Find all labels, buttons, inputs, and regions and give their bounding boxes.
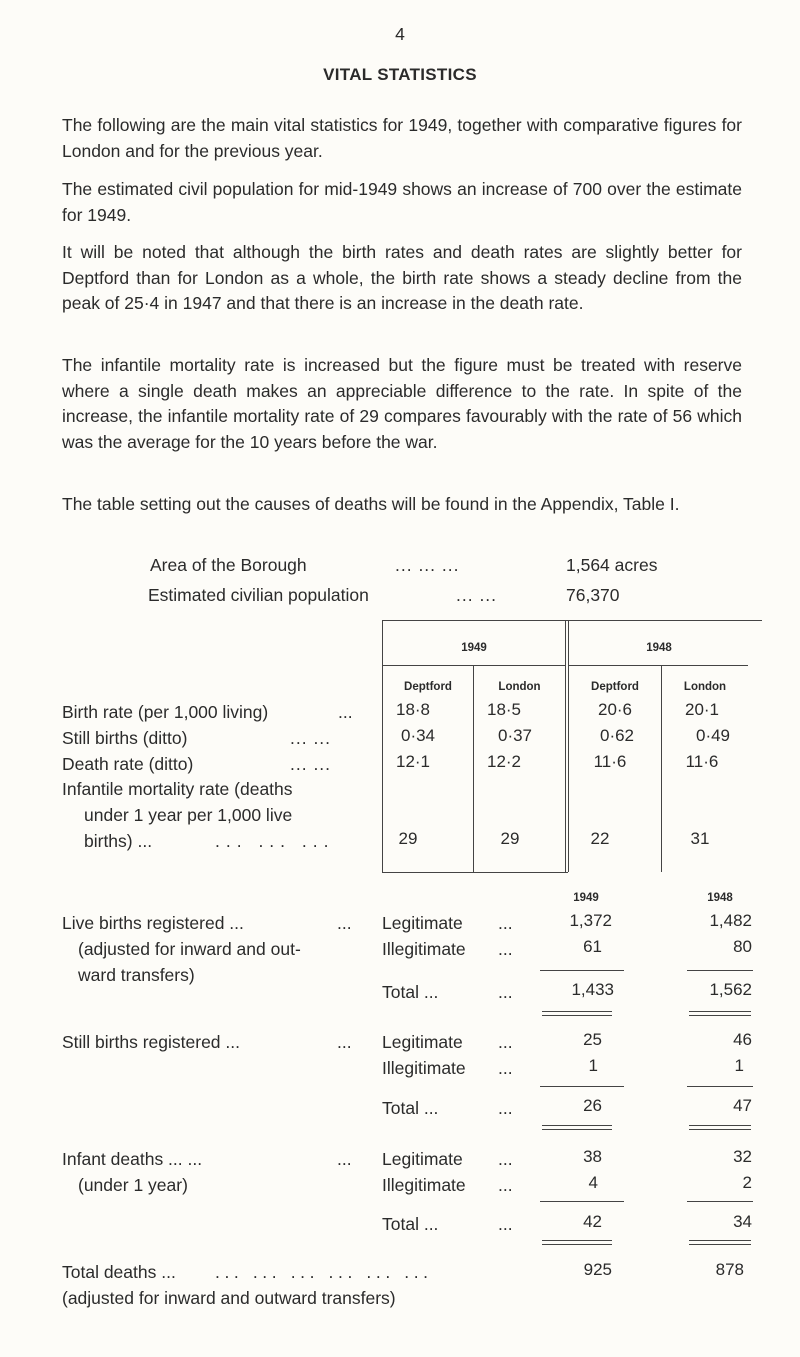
rates-row-dots: ... ...: [290, 754, 332, 774]
rates-cell: 29: [398, 829, 418, 848]
value-1949: 38: [583, 1147, 602, 1166]
rates-table-col-rule-3: [661, 665, 662, 872]
paragraph-5: The table setting out the causes of deaths will be found in the Appendix, Table I.: [62, 494, 680, 514]
row-dots: ...: [498, 1058, 513, 1078]
row-dots: ...: [498, 1214, 513, 1234]
total-double-rule-1948: [689, 1125, 751, 1130]
row-dots: ...: [498, 1149, 513, 1169]
total-deaths-1948: 878: [715, 1260, 744, 1279]
group-dots: ...: [337, 1032, 352, 1052]
row-label-total: Total ...: [382, 1098, 439, 1118]
rates-row-dots: ... ... ...: [215, 831, 335, 851]
rates-cell: 22: [590, 829, 610, 848]
rates-col-deptford-1949: Deptford: [404, 681, 452, 693]
rates-row-dots: ...: [338, 702, 353, 722]
row-dots: ...: [498, 1098, 513, 1118]
row-label-legitimate: Legitimate: [382, 1149, 463, 1169]
rates-cell: 0·37: [497, 726, 533, 745]
value-1949: 1,372: [569, 911, 612, 930]
row-dots: ...: [498, 913, 513, 933]
total-double-rule-1949: [542, 1125, 612, 1130]
total-deaths-1949: 925: [583, 1260, 612, 1279]
rates-cell: 20·1: [684, 700, 720, 719]
total-deaths-dots: ... ... ... ... ... ...: [215, 1262, 433, 1282]
population-value: 76,370: [566, 585, 620, 605]
subtotal-rule-1949: [540, 1201, 624, 1202]
subtotal-rule-1949: [540, 970, 624, 971]
row-label-total: Total ...: [382, 982, 439, 1002]
rates-table-bottom-rule: [382, 872, 568, 873]
row-label-legitimate: Legitimate: [382, 1032, 463, 1052]
population-dots: ... ...: [456, 585, 498, 605]
subtotal-rule-1948: [687, 1086, 753, 1087]
rates-cell: 11·6: [593, 752, 627, 771]
area-value: 1,564 acres: [566, 555, 658, 575]
total-1949: 42: [583, 1212, 602, 1231]
total-double-rule-1949: [542, 1240, 612, 1245]
row-label-illegitimate: Illegitimate: [382, 939, 466, 959]
rates-year-1948: 1948: [646, 642, 672, 654]
total-1948: 34: [733, 1212, 752, 1231]
rates-table-subheader-rule-2: [568, 665, 748, 666]
rates-row-label: Still births (ditto): [62, 728, 188, 748]
rates-row-label: Birth rate (per 1,000 living): [62, 702, 269, 722]
rates-cell: 11·6: [685, 752, 719, 771]
total-double-rule-1948: [689, 1240, 751, 1245]
total-1949: 1,433: [571, 980, 614, 999]
paragraph-1: The following are the main vital statistics for 1949, together with comparative figures for London and for the previous year.: [62, 115, 742, 161]
total-deaths-label: Total deaths ...: [62, 1262, 176, 1282]
rates-cell: 31: [690, 829, 710, 848]
area-dots: ... ... ...: [395, 555, 460, 575]
group-dots: ...: [337, 913, 352, 933]
rates-row-dots: ... ...: [290, 728, 332, 748]
population-label: Estimated civilian population: [148, 585, 369, 605]
rates-cell: 12·1: [395, 752, 431, 771]
group-dots: ...: [337, 1149, 352, 1169]
subtotal-rule-1949: [540, 1086, 624, 1087]
rates-row-label: under 1 year per 1,000 live: [84, 805, 293, 825]
row-dots: ...: [498, 939, 513, 959]
total-deaths-sublabel: (adjusted for inward and outward transfers): [62, 1288, 396, 1308]
rates-col-london-1949: London: [498, 681, 541, 693]
paragraph-3: It will be noted that although the birth rates and death rates are slightly better for Deptford than for London as a whole, the birth rate shows a steady decline from the peak of 25·4 in 1947 and that there is an increase in the death rate.: [62, 242, 742, 313]
row-dots: ...: [498, 1175, 513, 1195]
rates-cell: 20·6: [597, 700, 633, 719]
group-label: (under 1 year): [78, 1175, 188, 1195]
rates-table-top-rule: [382, 620, 762, 621]
group-label: ward transfers): [78, 965, 195, 985]
value-1948: 1,482: [709, 911, 752, 930]
rates-row-label: Death rate (ditto): [62, 754, 194, 774]
value-1948: 32: [733, 1147, 752, 1166]
rates-col-london-1948: London: [683, 681, 727, 693]
row-label-illegitimate: Illegitimate: [382, 1058, 466, 1078]
rates-col-deptford-1948: Deptford: [591, 681, 639, 693]
group-label: Infant deaths ... ...: [62, 1149, 203, 1169]
row-label-total: Total ...: [382, 1214, 439, 1234]
value-1949: 4: [588, 1173, 598, 1192]
paragraph-2: The estimated civil population for mid-1949 shows an increase of 700 over the estimate for 1949.: [62, 179, 742, 225]
rates-cell: 29: [500, 829, 520, 848]
rates-cell: 0·49: [695, 726, 731, 745]
registrations-year-1949: 1949: [573, 892, 599, 904]
total-double-rule-1948: [689, 1011, 751, 1016]
value-1949: 1: [588, 1056, 598, 1075]
group-label: Still births registered ...: [62, 1032, 240, 1052]
total-double-rule-1949: [542, 1011, 612, 1016]
group-label: Live births registered ...: [62, 913, 244, 933]
value-1948: 2: [742, 1173, 752, 1192]
page-title: VITAL STATISTICS: [323, 65, 477, 84]
rates-table-subheader-rule-1: [382, 665, 566, 666]
subtotal-rule-1948: [687, 1201, 753, 1202]
row-label-illegitimate: Illegitimate: [382, 1175, 466, 1195]
paragraph-4: The infantile mortality rate is increased but the figure must be treated with reserve where a single death makes an appreciable difference to the rate. In spite of the increase, the infantile mortality rate of 29 compares favourably with the rate of 56 which was the average for the 10 years before the war.: [62, 355, 742, 452]
rates-table-year-rule-a: [565, 620, 566, 872]
row-label-legitimate: Legitimate: [382, 913, 463, 933]
total-1948: 1,562: [709, 980, 752, 999]
value-1949: 25: [583, 1030, 602, 1049]
row-dots: ...: [498, 1032, 513, 1052]
rates-cell: 0·34: [400, 726, 436, 745]
page-number: 4: [395, 24, 405, 44]
total-1949: 26: [583, 1096, 602, 1115]
row-dots: ...: [498, 982, 513, 1002]
value-1948: 46: [733, 1030, 752, 1049]
value-1948: 80: [733, 937, 752, 956]
value-1948: 1: [734, 1056, 744, 1075]
total-1948: 47: [733, 1096, 752, 1115]
subtotal-rule-1948: [687, 970, 753, 971]
rates-cell: 12·2: [486, 752, 522, 771]
group-label: (adjusted for inward and out-: [78, 939, 301, 959]
rates-year-1949: 1949: [461, 642, 487, 654]
rates-row-label: Infantile mortality rate (deaths: [62, 779, 293, 799]
rates-cell: 18·8: [395, 700, 431, 719]
value-1949: 61: [583, 937, 602, 956]
rates-cell: 18·5: [486, 700, 522, 719]
rates-cell: 0·62: [599, 726, 635, 745]
rates-row-label: births) ...: [84, 831, 153, 851]
area-label: Area of the Borough: [150, 555, 307, 575]
registrations-year-1948: 1948: [707, 892, 733, 904]
rates-table-year-rule-b: [568, 620, 569, 872]
